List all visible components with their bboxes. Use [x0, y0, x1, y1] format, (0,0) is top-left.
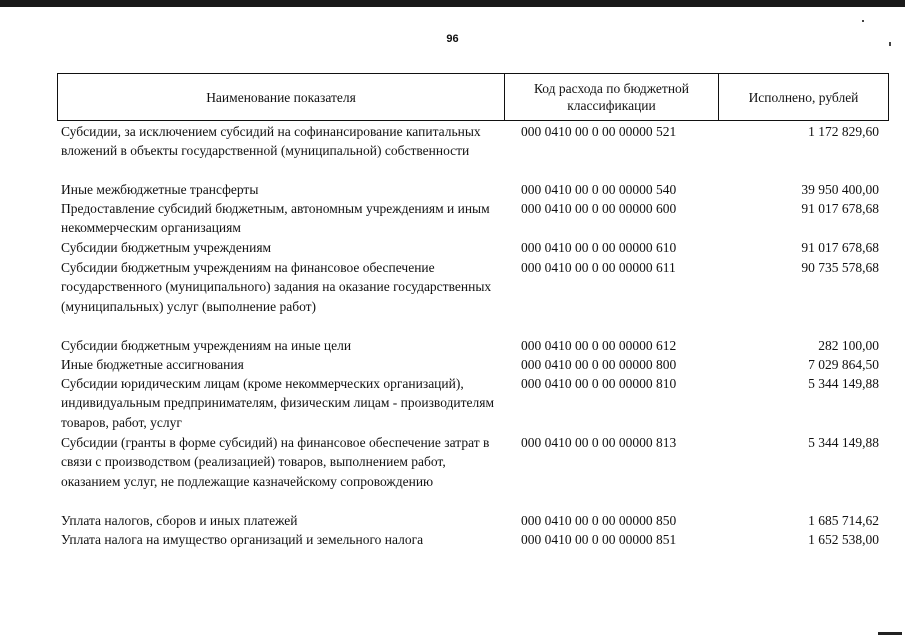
row-name: Иные бюджетные ассигнования	[61, 357, 244, 372]
row-amount: 5 344 149,88	[808, 435, 879, 450]
row-amount: 1 172 829,60	[808, 124, 879, 139]
row-code: 000 0410 00 0 00 00000 800	[521, 357, 677, 372]
row-code: 000 0410 00 0 00 00000 611	[521, 260, 676, 275]
scan-edge-mark	[878, 632, 902, 635]
row-name: Предоставление субсидий бюджетным, автономным учреждениям и иным некоммерческим организациям	[61, 201, 490, 236]
row-amount: 39 950 400,00	[801, 182, 879, 197]
row-name: Субсидии (гранты в форме субсидий) на финансовое обеспечение затрат в связи с производством (реализацией) товаров, выполнением работ, оказанием услуг, не подлежащие казначейскому сопровождению	[61, 435, 490, 489]
header-code: Код расхода по бюджетной классификации	[505, 74, 719, 120]
row-amount: 1 685 714,62	[808, 513, 879, 528]
row-code: 000 0410 00 0 00 00000 521	[521, 124, 677, 139]
row-code: 000 0410 00 0 00 00000 612	[521, 338, 677, 353]
scan-speck	[862, 20, 864, 22]
row-code: 000 0410 00 0 00 00000 540	[521, 182, 677, 197]
row-name: Субсидии бюджетным учреждениям на иные цели	[61, 338, 352, 353]
row-name: Иные межбюджетные трансферты	[61, 182, 259, 197]
row-amount: 1 652 538,00	[808, 532, 879, 547]
row-code: 000 0410 00 0 00 00000 813	[521, 435, 677, 450]
row-amount: 282 100,00	[818, 338, 879, 353]
row-name: Субсидии юридическим лицам (кроме некоммерческих организаций), индивидуальным предпринимателям, физическим лицам - производителям товаров, работ, услуг	[61, 376, 495, 430]
row-code: 000 0410 00 0 00 00000 600	[521, 201, 677, 216]
row-name: Субсидии бюджетным учреждениям на финансовое обеспечение государственного (муниципального) задания на оказание государственных (муниципальных) услуг (выполнение работ)	[61, 260, 492, 314]
row-amount: 5 344 149,88	[808, 376, 879, 391]
row-code: 000 0410 00 0 00 00000 610	[521, 240, 677, 255]
row-code: 000 0410 00 0 00 00000 810	[521, 376, 677, 391]
row-code: 000 0410 00 0 00 00000 850	[521, 513, 677, 528]
row-amount: 7 029 864,50	[808, 357, 879, 372]
row-name: Уплата налога на имущество организаций и земельного налога	[61, 532, 424, 547]
row-amount: 91 017 678,68	[801, 240, 879, 255]
header-executed: Исполнено, рублей	[748, 89, 859, 105]
row-amount: 91 017 678,68	[801, 201, 879, 216]
row-code: 000 0410 00 0 00 00000 851	[521, 532, 677, 547]
row-name: Субсидии бюджетным учреждениям	[61, 240, 272, 255]
row-name: Уплата налогов, сборов и иных платежей	[61, 513, 298, 528]
row-name: Субсидии, за исключением субсидий на софинансирование капитальных вложений в объекты государственной (муниципальной) собственности	[61, 124, 481, 159]
row-amount: 90 735 578,68	[801, 260, 879, 275]
header-name: Наименование показателя	[58, 74, 505, 120]
scan-speck	[889, 42, 891, 46]
page-number: 96	[446, 33, 459, 45]
